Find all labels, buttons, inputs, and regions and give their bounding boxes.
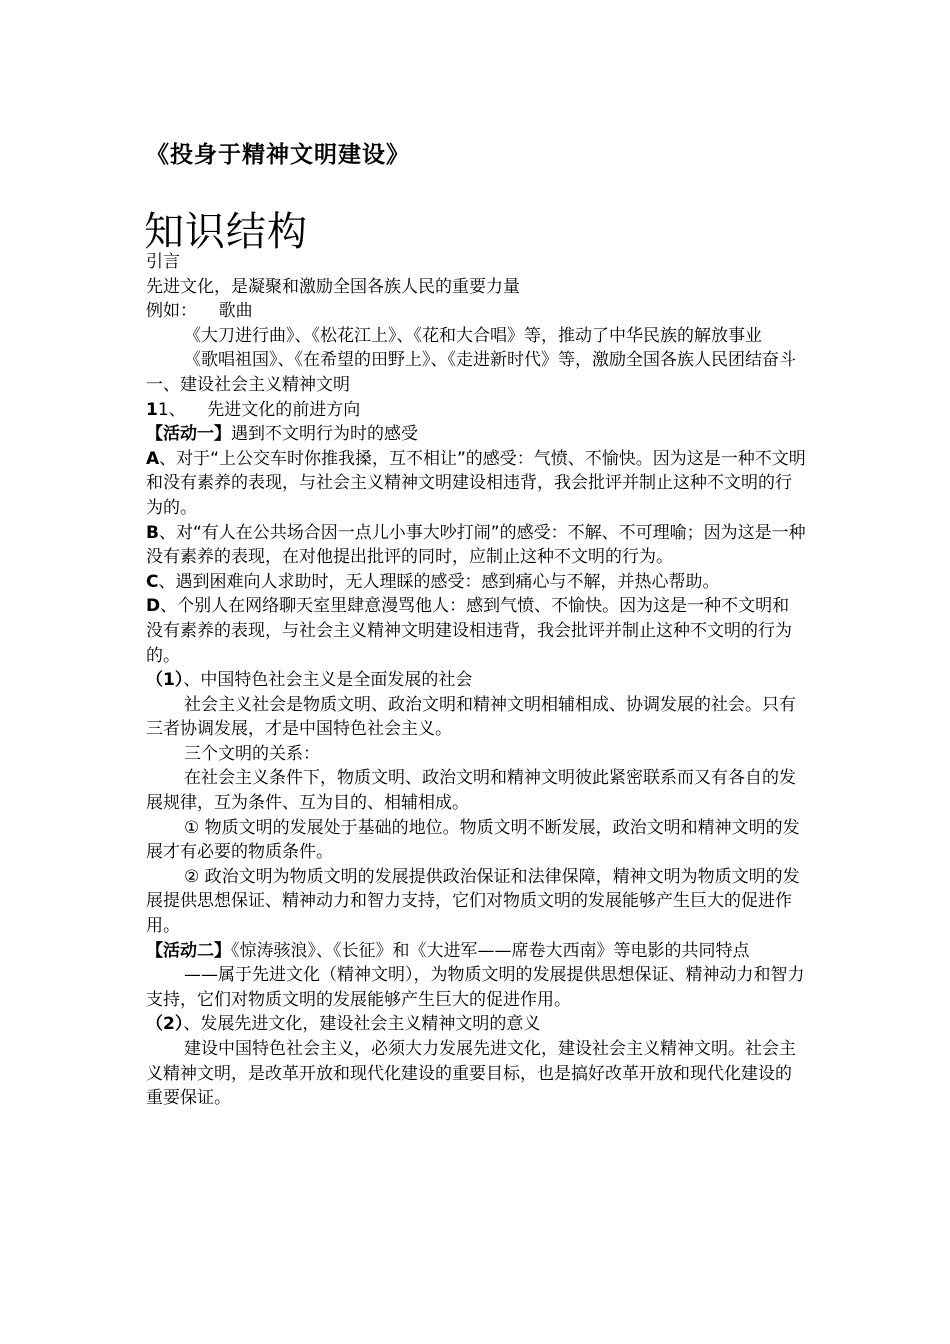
- paragraph: ① 物质文明的发展处于基础的地位。物质文明不断发展，政治文明和精神文明的发展才有必要的物质条件。: [146, 817, 800, 863]
- list-item: D、个别人在网络聊天室里肆意漫骂他人：感到气愤、不愉快。因为这是一种不文明和没有素养的表现，与社会主义精神文明建设相违背，我会批评并制止这种不文明的行为的。: [146, 596, 792, 666]
- activity-heading: 【活动一】遇到不文明行为时的感受: [146, 424, 418, 445]
- point-heading: （2）、发展先进文化，建设社会主义精神文明的意义: [146, 1014, 541, 1035]
- list-item: B、对“有人在公共场合因一点儿小事大吵打闹”的感受：不解、不可理喻；因为这是一种 没有素养的表现，在对他提出批评的同时，应制止这种不文明的行为。: [146, 522, 817, 568]
- item-marker: B: [146, 522, 159, 543]
- paragraph: 社会主义社会是物质文明、政治文明和精神文明相辅相成、协调发展的社会。只有三者协调发展，才是中国特色社会主义。: [146, 694, 796, 740]
- intro-label: 引言: [146, 252, 180, 272]
- example-label: 例如： 歌曲: [146, 301, 253, 322]
- section-title: 一、建设社会主义精神文明: [146, 374, 350, 395]
- paragraph: 《歌唱祖国》、《在希望的田野上》、《走进新时代》等，激励全国各族人民团结奋斗: [184, 350, 796, 371]
- activity-tag: 【活动二】: [146, 940, 231, 961]
- document-body: [146, 250, 817, 1111]
- paragraph: 《大刀进行曲》、《松花江上》、《花和大合唱》等，推动了中华民族的解放事业: [184, 325, 762, 346]
- paragraph: 三个文明的关系：: [184, 743, 320, 764]
- item-marker: C: [146, 571, 159, 592]
- paragraph: 建设中国特色社会主义，必须大力发展先进文化，建设社会主义精神文明。社会主义精神文明，是改革开放和现代化建设的重要目标，也是搞好改革开放和现代化建设的重要保证。: [146, 1039, 796, 1109]
- point-number: （2）: [146, 1014, 184, 1035]
- paragraph: 先进文化，是凝聚和激励全国各族人民的重要力量: [146, 276, 520, 297]
- section-heading: 知识结构: [144, 209, 308, 255]
- subsection-title: 11、 先进文化的前进方向: [146, 399, 361, 420]
- paragraph: ② 政治文明为物质文明的发展提供政治保证和法律保障，精神文明为物质文明的发展提供思想保证、精神动力和智力支持，它们对物质文明的发展能够产生巨大的促进作用。: [146, 866, 800, 937]
- paragraph: ——属于先进文化（精神文明），为物质文明的发展提供思想保证、精神动力和智力支持，它们对物质文明的发展能够产生巨大的促进作用。: [146, 965, 805, 1010]
- point-number: （1）: [146, 670, 184, 691]
- item-marker: A: [146, 448, 160, 469]
- activity-tag: 【活动一】: [146, 424, 231, 445]
- point-heading: （1）、中国特色社会主义是全面发展的社会: [146, 670, 473, 691]
- item-marker: D: [146, 596, 161, 617]
- document-title: 《投身于精神文明建设》: [146, 142, 410, 168]
- paragraph: 在社会主义条件下，物质文明、政治文明和精神文明彼此紧密联系而又有各自的发展规律，互为条件、互为目的、相辅相成。: [146, 768, 796, 814]
- subsection-number: 1: [146, 399, 158, 420]
- list-item: A、对于“上公交车时你推我搡，互不相让”的感受：气愤、不愉快。因为这是一种不文明和没有素养的表现，与社会主义精神文明建设相违背，我会批评并制止这种不文明的行为的。: [146, 448, 806, 518]
- list-item: C、遇到困难向人求助时，无人理睬的感受：感到痛心与不解，并热心帮助。: [146, 571, 720, 592]
- activity-heading: 【活动二】《惊涛骇浪》、《长征》和《大进军——席卷大西南》等电影的共同特点: [146, 940, 750, 961]
